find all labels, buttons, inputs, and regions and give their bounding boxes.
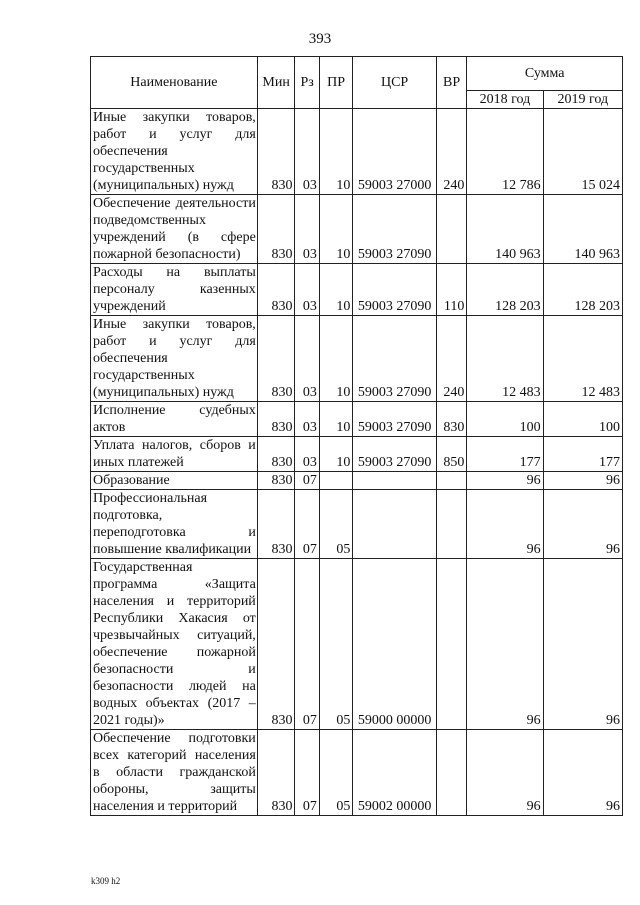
row-pr: 10 <box>319 402 353 437</box>
row-csr <box>353 472 436 490</box>
header-rz: Рз <box>295 57 319 109</box>
row-name: Иные закупки товаров, работ и услуг для обеспечения государственных (муниципальных) нужд <box>91 316 258 402</box>
header-year-2019: 2019 год <box>543 91 622 109</box>
row-vr <box>436 195 467 264</box>
row-vr: 240 <box>436 109 467 195</box>
row-vr <box>436 472 467 490</box>
row-pr: 10 <box>319 109 353 195</box>
row-2018: 96 <box>467 730 543 816</box>
table-row <box>91 195 623 264</box>
row-min: 830 <box>257 316 295 402</box>
row-2018: 96 <box>467 490 543 559</box>
row-2018: 100 <box>467 402 543 437</box>
row-min: 830 <box>257 472 295 490</box>
row-pr: 10 <box>319 264 353 316</box>
row-2019: 100 <box>543 402 622 437</box>
row-pr: 10 <box>319 316 353 402</box>
row-2019: 15 024 <box>543 109 622 195</box>
row-2019: 140 963 <box>543 195 622 264</box>
row-name: Образование <box>91 472 258 490</box>
row-2019: 128 203 <box>543 264 622 316</box>
header-min: Мин <box>257 57 295 109</box>
row-vr <box>436 490 467 559</box>
row-vr <box>436 559 467 730</box>
row-rz: 03 <box>295 437 319 472</box>
row-rz: 03 <box>295 264 319 316</box>
row-rz: 07 <box>295 472 319 490</box>
header-sum: Сумма <box>467 57 623 91</box>
header-csr: ЦСР <box>353 57 436 109</box>
row-2018: 128 203 <box>467 264 543 316</box>
row-2019: 96 <box>543 472 622 490</box>
budget-table <box>90 56 623 816</box>
row-pr <box>319 472 353 490</box>
row-pr: 10 <box>319 437 353 472</box>
row-2018: 12 483 <box>467 316 543 402</box>
table-row <box>91 437 623 472</box>
row-rz: 03 <box>295 316 319 402</box>
row-min: 830 <box>257 109 295 195</box>
row-csr: 59003 27090 <box>353 264 436 316</box>
page-number: 393 <box>308 31 332 47</box>
row-pr: 05 <box>319 490 353 559</box>
row-vr <box>436 730 467 816</box>
header-year-2018: 2018 год <box>467 91 543 109</box>
row-min: 830 <box>257 195 295 264</box>
row-2018: 12 786 <box>467 109 543 195</box>
header-name: Наименование <box>91 57 258 109</box>
row-min: 830 <box>257 437 295 472</box>
table-row <box>91 730 623 816</box>
row-2018: 177 <box>467 437 543 472</box>
table-row <box>91 402 623 437</box>
row-csr: 59003 27090 <box>353 437 436 472</box>
row-name: Государственная программа «Защита населения и территорий Республики Хакасия от чрезвычайных ситуаций, обеспечение пожарной безопасности и безопасности людей на водных объектах (2017 – 2021 годы)» <box>91 559 258 730</box>
table-row <box>91 264 623 316</box>
row-2018: 140 963 <box>467 195 543 264</box>
row-csr: 59002 00000 <box>353 730 436 816</box>
row-2019: 96 <box>543 559 622 730</box>
row-min: 830 <box>257 730 295 816</box>
footer-code: k309 h2 <box>91 876 121 886</box>
row-pr: 05 <box>319 559 353 730</box>
row-2019: 177 <box>543 437 622 472</box>
row-name: Профессиональная подготовка, переподготовка и повышение квалификации <box>91 490 258 559</box>
table-row <box>91 316 623 402</box>
row-name: Расходы на выплаты персоналу казенных учреждений <box>91 264 258 316</box>
row-name: Исполнение судебных актов <box>91 402 258 437</box>
row-min: 830 <box>257 490 295 559</box>
row-2018: 96 <box>467 472 543 490</box>
row-vr: 850 <box>436 437 467 472</box>
row-min: 830 <box>257 559 295 730</box>
row-pr: 05 <box>319 730 353 816</box>
row-rz: 07 <box>295 730 319 816</box>
table-row <box>91 559 623 730</box>
row-vr: 830 <box>436 402 467 437</box>
row-csr: 59003 27090 <box>353 195 436 264</box>
row-min: 830 <box>257 264 295 316</box>
row-2019: 12 483 <box>543 316 622 402</box>
row-min: 830 <box>257 402 295 437</box>
row-2018: 96 <box>467 559 543 730</box>
row-csr <box>353 490 436 559</box>
table-row <box>91 490 623 559</box>
row-name: Уплата налогов, сборов и иных платежей <box>91 437 258 472</box>
table-row <box>91 472 623 490</box>
row-csr: 59003 27090 <box>353 402 436 437</box>
header-vr: ВР <box>436 57 467 109</box>
row-name: Иные закупки товаров, работ и услуг для обеспечения государственных (муниципальных) нужд <box>91 109 258 195</box>
row-2019: 96 <box>543 490 622 559</box>
row-name: Обеспечение деятельности подведомственных учреждений (в сфере пожарной безопасности) <box>91 195 258 264</box>
row-rz: 07 <box>295 490 319 559</box>
row-csr: 59003 27090 <box>353 316 436 402</box>
row-vr: 110 <box>436 264 467 316</box>
row-vr: 240 <box>436 316 467 402</box>
row-csr: 59000 00000 <box>353 559 436 730</box>
row-rz: 03 <box>295 109 319 195</box>
row-name: Обеспечение подготовки всех категорий населения в области гражданской обороны, защиты населения и территорий <box>91 730 258 816</box>
row-rz: 03 <box>295 195 319 264</box>
row-rz: 03 <box>295 402 319 437</box>
row-rz: 07 <box>295 559 319 730</box>
row-csr: 59003 27000 <box>353 109 436 195</box>
row-2019: 96 <box>543 730 622 816</box>
row-pr: 10 <box>319 195 353 264</box>
header-pr: ПР <box>319 57 353 109</box>
table-row <box>91 109 623 195</box>
